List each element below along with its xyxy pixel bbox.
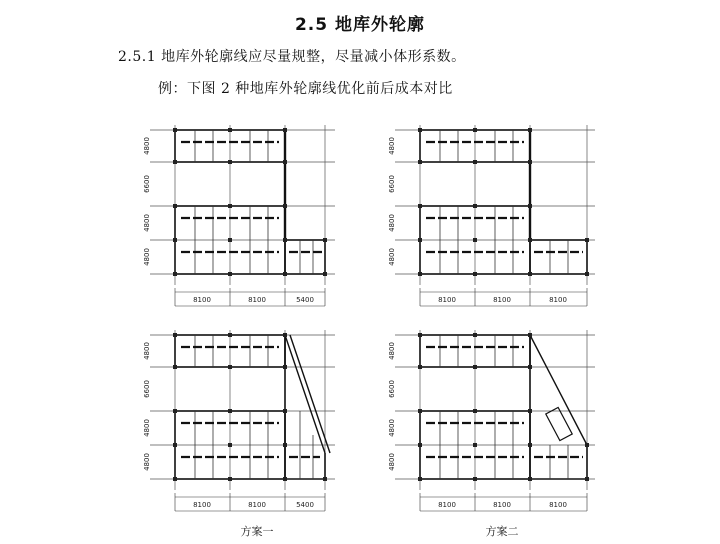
floor-plan-top-left	[135, 120, 340, 320]
row-dim: 4800	[388, 453, 396, 471]
floor-plan-bottom-left	[135, 325, 340, 544]
clause-text: 2.5.1 地库外轮廓线应尽量规整，尽量减小体形系数。	[118, 49, 466, 65]
row-dim: 4800	[143, 453, 151, 471]
col-dim: 8100	[549, 501, 567, 509]
col-dim: 8100	[549, 296, 567, 304]
row-dim: 4800	[388, 342, 396, 360]
floor-plan-bottom-right	[380, 325, 600, 544]
scheme-caption: 方案一	[240, 525, 274, 538]
row-dim: 6600	[143, 175, 151, 193]
col-dim: 8100	[493, 296, 511, 304]
example-text: 例：下图 2 种地库外轮廓线优化前后成本对比	[158, 81, 453, 97]
row-dim: 4800	[388, 248, 396, 266]
scheme-caption: 方案二	[485, 525, 519, 538]
col-dim: 8100	[193, 501, 211, 509]
col-dim: 8100	[438, 296, 456, 304]
row-dim: 4800	[388, 214, 396, 232]
col-dim: 8100	[248, 296, 266, 304]
col-dim: 5400	[296, 296, 314, 304]
col-dim: 8100	[248, 501, 266, 509]
col-dim: 8100	[193, 296, 211, 304]
row-dim: 4800	[143, 419, 151, 437]
row-dim: 6600	[143, 380, 151, 398]
col-dim: 8100	[438, 501, 456, 509]
row-dim: 4800	[143, 342, 151, 360]
floor-plan-top-right	[380, 120, 600, 320]
row-dim: 4800	[143, 248, 151, 266]
row-dim: 4800	[388, 419, 396, 437]
row-dim: 6600	[388, 380, 396, 398]
col-dim: 8100	[493, 501, 511, 509]
row-dim: 4800	[143, 137, 151, 155]
section-title: 2.5 地库外轮廓	[294, 15, 426, 35]
row-dim: 4800	[388, 137, 396, 155]
row-dim: 4800	[143, 214, 151, 232]
row-dim: 6600	[388, 175, 396, 193]
col-dim: 5400	[296, 501, 314, 509]
